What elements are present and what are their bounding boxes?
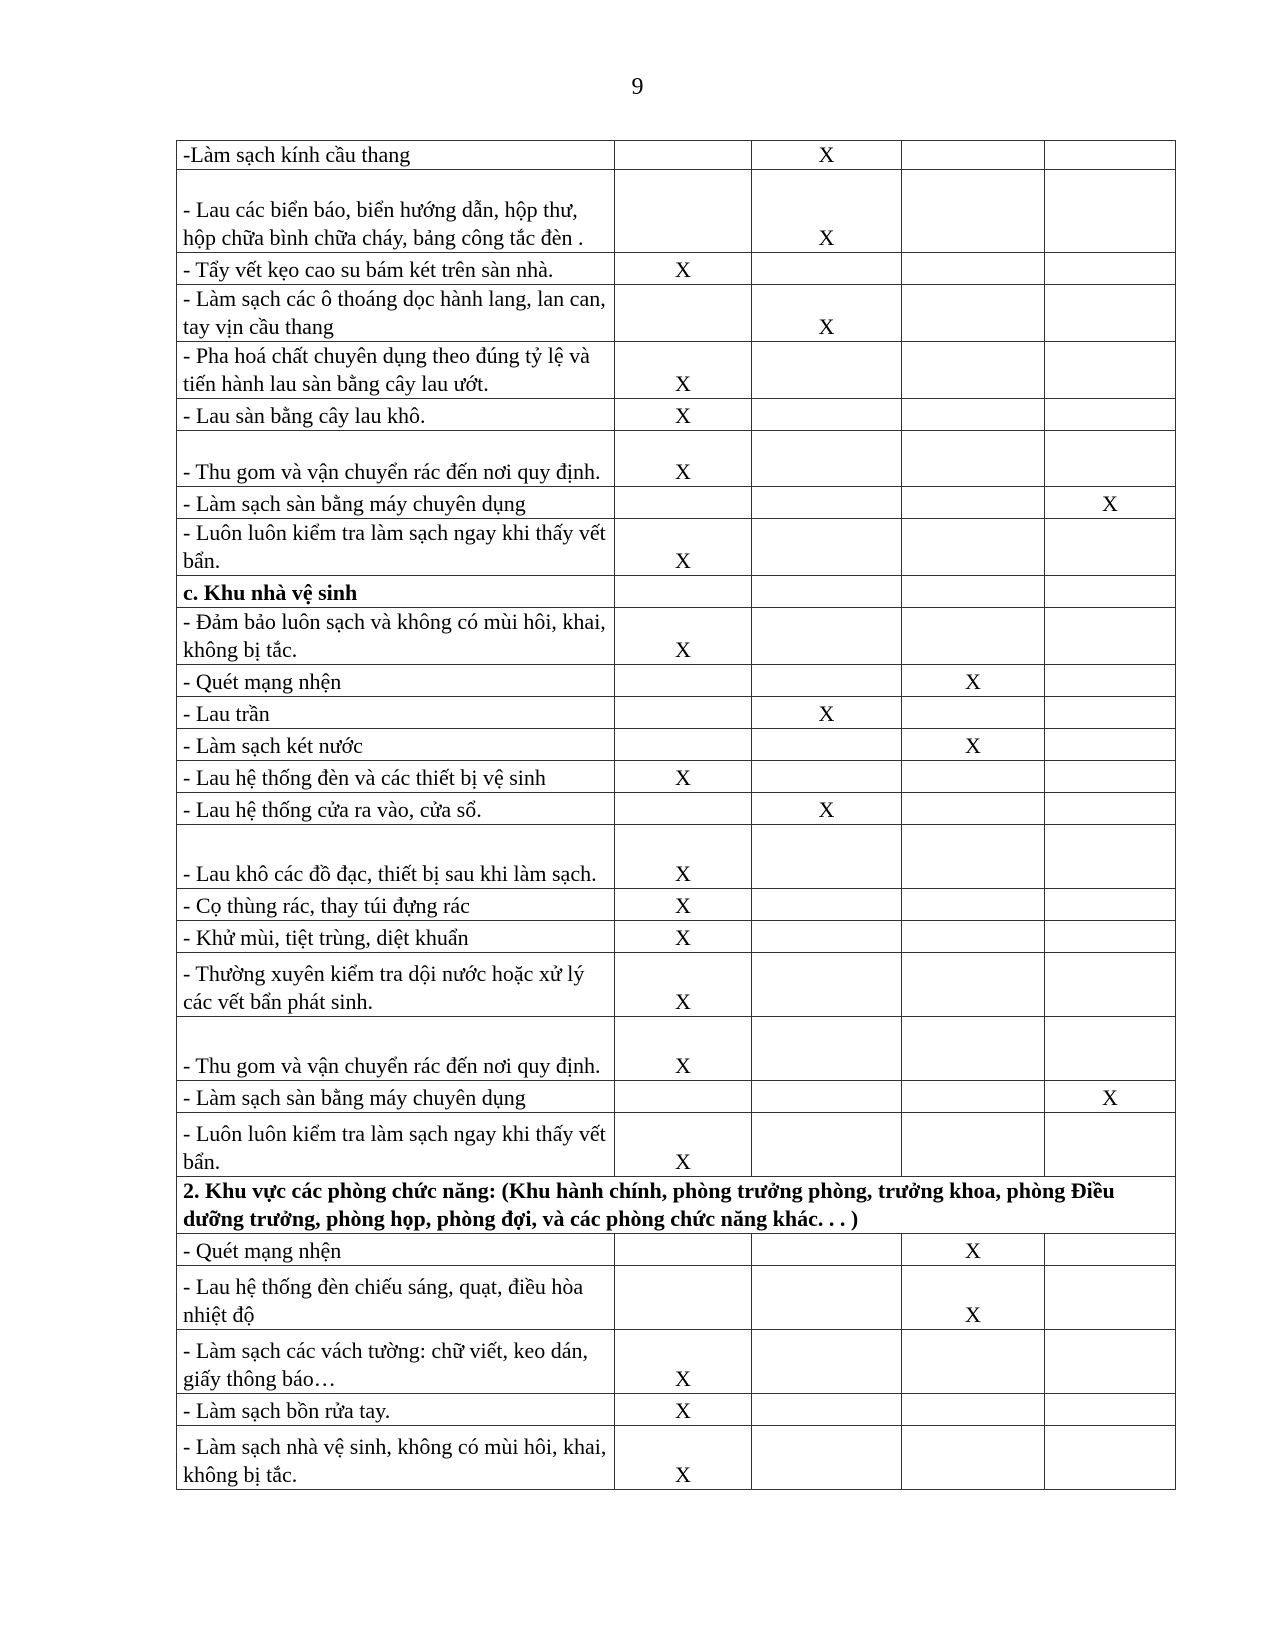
table-row [177,1177,1176,1234]
frequency-mark-cell: X [902,1266,1045,1330]
task-description: - Làm sạch các ô thoáng dọc hành lang, lan can, tay vịn cầu thang [177,285,615,342]
frequency-mark-cell [902,1426,1045,1490]
table-row [177,889,1176,921]
frequency-mark-cell [1045,253,1176,285]
frequency-mark-cell [752,1113,902,1177]
task-description: - Quét mạng nhện [177,665,615,697]
frequency-mark-cell [752,953,902,1017]
frequency-mark-cell [752,431,902,487]
frequency-mark-cell: X [615,825,752,889]
table-row [177,665,1176,697]
table-row [177,1234,1176,1266]
frequency-mark-cell [752,665,902,697]
frequency-mark-cell [902,576,1045,608]
frequency-mark-cell [615,1266,752,1330]
task-description: - Lau khô các đồ đạc, thiết bị sau khi làm sạch. [177,825,615,889]
frequency-mark-cell [752,921,902,953]
frequency-mark-cell: X [615,519,752,576]
frequency-mark-cell [902,170,1045,253]
frequency-mark-cell [902,487,1045,519]
frequency-mark-cell [1045,1113,1176,1177]
frequency-mark-cell [1045,285,1176,342]
frequency-mark-cell [752,1266,902,1330]
frequency-mark-cell [1045,342,1176,399]
frequency-mark-cell [615,793,752,825]
task-description: - Khử mùi, tiệt trùng, diệt khuẩn [177,921,615,953]
table-row [177,487,1176,519]
frequency-mark-cell: X [902,665,1045,697]
table-row [177,1394,1176,1426]
frequency-mark-cell [1045,729,1176,761]
frequency-mark-cell [752,253,902,285]
frequency-mark-cell [615,487,752,519]
task-description: - Cọ thùng rác, thay túi đựng rác [177,889,615,921]
task-description: - Lau sàn bằng cây lau khô. [177,399,615,431]
frequency-mark-cell: X [902,729,1045,761]
table-row [177,825,1176,889]
table-row [177,576,1176,608]
frequency-mark-cell [1045,519,1176,576]
frequency-mark-cell [752,608,902,665]
frequency-mark-cell: X [752,793,902,825]
frequency-mark-cell [615,285,752,342]
table-row [177,729,1176,761]
cleaning-schedule-table [176,140,1176,1490]
table-row [177,921,1176,953]
frequency-mark-cell [902,953,1045,1017]
frequency-mark-cell: X [752,285,902,342]
frequency-mark-cell [1045,665,1176,697]
frequency-mark-cell: X [615,1426,752,1490]
table-row [177,170,1176,253]
table-row [177,431,1176,487]
table-row [177,1266,1176,1330]
table-row [177,1330,1176,1394]
frequency-mark-cell [615,576,752,608]
frequency-mark-cell [1045,1234,1176,1266]
table-row [177,761,1176,793]
page-number: 9 [631,74,644,100]
table-row [177,1113,1176,1177]
frequency-mark-cell [902,1113,1045,1177]
frequency-mark-cell [752,825,902,889]
frequency-mark-cell [752,761,902,793]
task-description: - Làm sạch két nước [177,729,615,761]
frequency-mark-cell [752,576,902,608]
table-row [177,342,1176,399]
frequency-mark-cell: X [615,399,752,431]
frequency-mark-cell: X [615,253,752,285]
frequency-mark-cell [615,1234,752,1266]
frequency-mark-cell [1045,921,1176,953]
frequency-mark-cell [752,519,902,576]
frequency-mark-cell [1045,1426,1176,1490]
frequency-mark-cell: X [1045,487,1176,519]
frequency-mark-cell: X [902,1234,1045,1266]
frequency-mark-cell [1045,141,1176,170]
task-description: - Luôn luôn kiểm tra làm sạch ngay khi thấy vết bẩn. [177,519,615,576]
task-description: - Làm sạch sàn bằng máy chuyên dụng [177,1081,615,1113]
task-description: - Làm sạch bồn rửa tay. [177,1394,615,1426]
frequency-mark-cell [902,285,1045,342]
frequency-mark-cell [752,1234,902,1266]
frequency-mark-cell [752,487,902,519]
frequency-mark-cell [1045,1017,1176,1081]
task-description: - Lau hệ thống đèn chiếu sáng, quạt, điều hòa nhiệt độ [177,1266,615,1330]
table-row [177,1426,1176,1490]
frequency-mark-cell [902,399,1045,431]
frequency-mark-cell [1045,1394,1176,1426]
frequency-mark-cell [615,1081,752,1113]
table-row [177,285,1176,342]
frequency-mark-cell [902,697,1045,729]
frequency-mark-cell [902,1017,1045,1081]
frequency-mark-cell: X [615,921,752,953]
frequency-mark-cell: X [615,1017,752,1081]
frequency-mark-cell: X [615,1113,752,1177]
task-description: - Làm sạch sàn bằng máy chuyên dụng [177,487,615,519]
frequency-mark-cell [1045,399,1176,431]
frequency-mark-cell [902,431,1045,487]
frequency-mark-cell [752,1330,902,1394]
frequency-mark-cell [752,889,902,921]
frequency-mark-cell [615,170,752,253]
frequency-mark-cell [752,729,902,761]
frequency-mark-cell [615,141,752,170]
frequency-mark-cell [1045,793,1176,825]
table-row [177,1017,1176,1081]
frequency-mark-cell [1045,1266,1176,1330]
frequency-mark-cell [902,519,1045,576]
frequency-mark-cell: X [615,431,752,487]
frequency-mark-cell [902,342,1045,399]
frequency-mark-cell [902,141,1045,170]
task-description: - Lau hệ thống đèn và các thiết bị vệ sinh [177,761,615,793]
task-description: - Lau trần [177,697,615,729]
frequency-mark-cell [1045,697,1176,729]
task-description: - Thu gom và vận chuyển rác đến nơi quy định. [177,1017,615,1081]
frequency-mark-cell [752,1081,902,1113]
frequency-mark-cell: X [615,1394,752,1426]
task-description: - Luôn luôn kiểm tra làm sạch ngay khi thấy vết bẩn. [177,1113,615,1177]
task-description: - Thu gom và vận chuyển rác đến nơi quy định. [177,431,615,487]
table-row [177,399,1176,431]
frequency-mark-cell: X [615,761,752,793]
frequency-mark-cell [615,729,752,761]
task-description: - Tẩy vết kẹo cao su bám két trên sàn nhà. [177,253,615,285]
frequency-mark-cell [1045,825,1176,889]
task-description: - Đảm bảo luôn sạch và không có mùi hôi, khai, không bị tắc. [177,608,615,665]
task-description: - Thường xuyên kiểm tra dội nước hoặc xử lý các vết bẩn phát sinh. [177,953,615,1017]
table-row [177,141,1176,170]
frequency-mark-cell [615,665,752,697]
frequency-mark-cell [902,793,1045,825]
frequency-mark-cell [1045,953,1176,1017]
frequency-mark-cell: X [752,141,902,170]
frequency-mark-cell: X [752,697,902,729]
frequency-mark-cell [1045,761,1176,793]
table-row [177,253,1176,285]
frequency-mark-cell [902,608,1045,665]
frequency-mark-cell [902,921,1045,953]
frequency-mark-cell: X [615,1330,752,1394]
frequency-mark-cell: X [615,608,752,665]
table-row [177,697,1176,729]
table-row [177,608,1176,665]
section-heading: c. Khu nhà vệ sinh [177,576,615,608]
frequency-mark-cell: X [615,889,752,921]
task-description: - Lau hệ thống cửa ra vào, cửa sổ. [177,793,615,825]
frequency-mark-cell: X [1045,1081,1176,1113]
task-description: - Làm sạch nhà vệ sinh, không có mùi hôi, khai, không bị tắc. [177,1426,615,1490]
frequency-mark-cell [1045,1330,1176,1394]
table-row [177,793,1176,825]
frequency-mark-cell [752,399,902,431]
frequency-mark-cell [902,253,1045,285]
frequency-mark-cell [902,889,1045,921]
frequency-mark-cell [902,1081,1045,1113]
frequency-mark-cell [902,825,1045,889]
task-description: - Làm sạch các vách tường: chữ viết, keo dán, giấy thông báo… [177,1330,615,1394]
frequency-mark-cell [1045,576,1176,608]
table-row [177,953,1176,1017]
frequency-mark-cell: X [752,170,902,253]
frequency-mark-cell: X [615,953,752,1017]
section-heading: 2. Khu vực các phòng chức năng: (Khu hành chính, phòng trưởng phòng, trưởng khoa, phòng Điều dưỡng trưởng, phòng họp, phòng đợi, và các phòng chức năng khác. . . ) [177,1177,1176,1234]
frequency-mark-cell [902,1394,1045,1426]
frequency-mark-cell: X [615,342,752,399]
frequency-mark-cell [752,342,902,399]
frequency-mark-cell [1045,170,1176,253]
frequency-mark-cell [752,1017,902,1081]
table-row [177,1081,1176,1113]
task-description: - Lau các biển báo, biển hướng dẫn, hộp thư, hộp chữa bình chữa cháy, bảng công tắc đèn . [177,170,615,253]
frequency-mark-cell [1045,889,1176,921]
task-description: - Pha hoá chất chuyên dụng theo đúng tỷ lệ và tiến hành lau sàn bằng cây lau ướt. [177,342,615,399]
frequency-mark-cell [902,1330,1045,1394]
table-row [177,519,1176,576]
frequency-mark-cell [752,1394,902,1426]
frequency-mark-cell [752,1426,902,1490]
task-description: - Quét mạng nhện [177,1234,615,1266]
frequency-mark-cell [1045,431,1176,487]
task-description: -Làm sạch kính cầu thang [177,141,615,170]
frequency-mark-cell [1045,608,1176,665]
frequency-mark-cell [615,697,752,729]
frequency-mark-cell [902,761,1045,793]
